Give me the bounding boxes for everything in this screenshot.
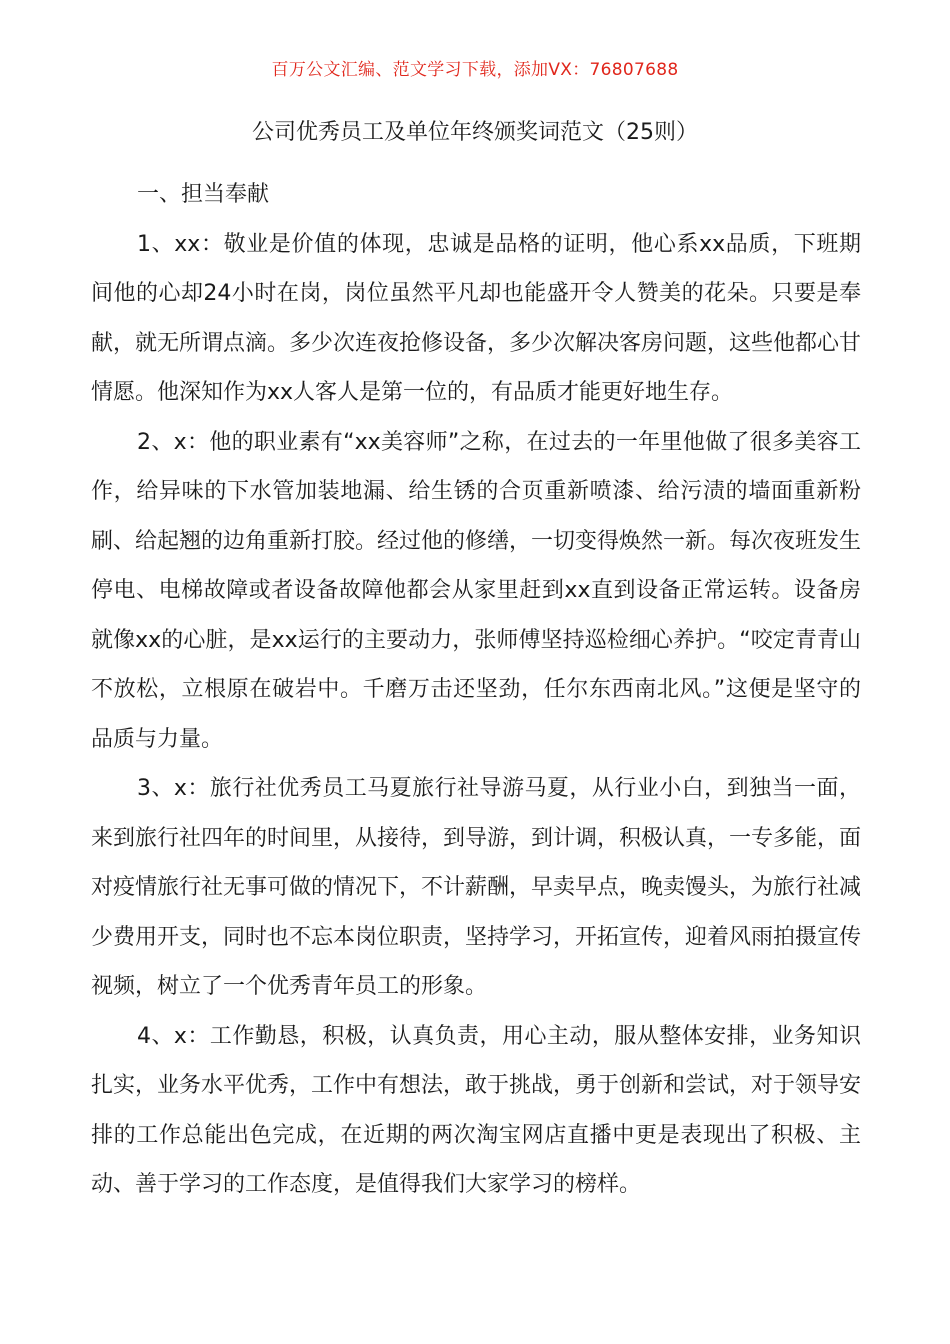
promo-banner: 百万公文汇编、范文学习下载，添加VX：76807688 <box>271 60 679 80</box>
document-body <box>91 170 861 1210</box>
paragraph-3: 3、x：旅行社优秀员工马夏旅行社导游马夏，从行业小白，到独当一面，来到旅行社四年的时间里，从接待，到导游，到计调，积极认真，一专多能，面对疫情旅行社无事可做的情况下，不计薪酬，早卖早点，晚卖馒头，为旅行社减少费用开支，同时也不忘本岗位职责，坚持学习，开拓宣传，迎着风雨拍摄宣传视频，树立了一个优秀青年员工的形象。 <box>91 776 862 999</box>
paragraph-2: 2、x：他的职业素有“xx美容师”之称，在过去的一年里他做了很多美容工作，给异味的下水管加装地漏、给生锈的合页重新喷漆、给污渍的墙面重新粉刷、给起翘的边角重新打胶。经过他的修缮，一切变得焕然一新。每次夜班发生停电、电梯故障或者设备故障他都会从家里赶到xx直到设备正常运转。设备房就像xx的心脏，是xx运行的主要动力，张师傅坚持巡检细心养护。“咬定青青山不放松，立根原在破岩中。千磨万击还坚劲，任尔东西南北风。”这便是坚守的品质与力量。 <box>91 429 862 752</box>
section-heading: 一、担当奉献 <box>137 182 270 207</box>
document-title: 公司优秀员工及单位年终颁奖词范文（25则） <box>252 120 698 145</box>
paragraph-4: 4、x：工作勤恳，积极，认真负责，用心主动，服从整体安排，业务知识扎实，业务水平优秀，工作中有想法，敢于挑战，勇于创新和尝试，对于领导安排的工作总能出色完成，在近期的两次淘宝网店直播中更是表现出了积极、主动、善于学习的工作态度，是值得我们大家学习的榜样。 <box>91 1023 862 1197</box>
paragraph-1: 1、xx：敬业是价值的体现，忠诚是品格的证明，他心系xx品质，下班期间他的心却24小时在岗，岗位虽然平凡却也能盛开令人赞美的花朵。只要是奉献，就无所谓点滴。多少次连夜抢修设备，多少次解决客房问题，这些他都心甘情愿。他深知作为xx人客人是第一位的，有品质才能更好地生存。 <box>91 231 862 405</box>
